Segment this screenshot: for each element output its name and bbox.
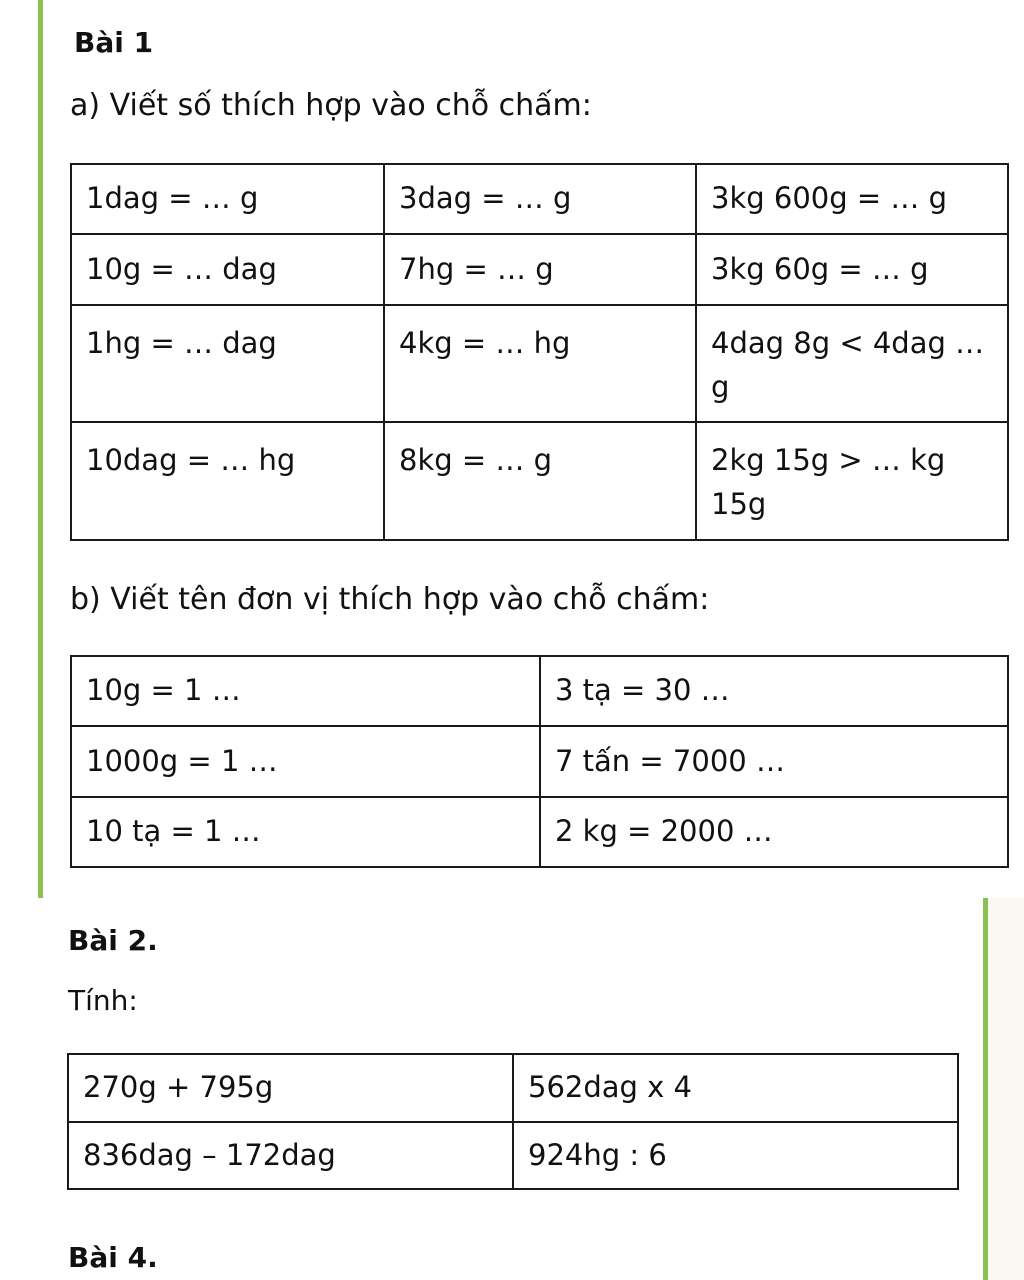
table-cell: 562dag x 4 — [513, 1054, 958, 1122]
page-section-bottom — [0, 898, 1024, 1280]
table-row — [71, 797, 1008, 867]
table-row — [71, 305, 1008, 422]
table-cell: 4dag 8g < 4dag … g — [696, 305, 1008, 422]
table-cell: 10g = … dag — [71, 234, 384, 305]
part-b-instruction: b) Viết tên đơn vị thích hợp vào chỗ chấm: — [70, 582, 710, 617]
table-cell: 3dag = … g — [384, 164, 696, 234]
part-a-table — [70, 163, 1009, 541]
table-cell: 3kg 60g = … g — [696, 234, 1008, 305]
table-row — [71, 656, 1008, 726]
table-cell: 2 kg = 2000 … — [540, 797, 1008, 867]
table-row — [71, 234, 1008, 305]
table-cell: 1dag = … g — [71, 164, 384, 234]
bai2-heading: Bài 2. — [68, 924, 158, 957]
table-cell: 3kg 600g = … g — [696, 164, 1008, 234]
table-row — [71, 164, 1008, 234]
bai1-heading: Bài 1 — [74, 26, 154, 59]
table-cell: 1000g = 1 … — [71, 726, 540, 797]
table-row — [71, 422, 1008, 540]
table-row — [71, 726, 1008, 797]
right-margin — [988, 898, 1024, 1280]
bai4-heading: Bài 4. — [68, 1241, 158, 1274]
table-row — [68, 1054, 958, 1122]
table-cell: 10 tạ = 1 … — [71, 797, 540, 867]
bai2-table — [67, 1053, 959, 1190]
table-cell: 3 tạ = 30 … — [540, 656, 1008, 726]
table-row — [68, 1122, 958, 1189]
table-cell: 4kg = … hg — [384, 305, 696, 422]
table-cell: 7 tấn = 7000 … — [540, 726, 1008, 797]
table-cell: 8kg = … g — [384, 422, 696, 540]
part-a-instruction: a) Viết số thích hợp vào chỗ chấm: — [70, 88, 592, 123]
table-cell: 270g + 795g — [68, 1054, 513, 1122]
left-accent-bar — [38, 0, 43, 898]
right-accent-bar — [983, 898, 988, 1280]
table-cell: 1hg = … dag — [71, 305, 384, 422]
table-cell: 2kg 15g > … kg 15g — [696, 422, 1008, 540]
table-cell: 924hg : 6 — [513, 1122, 958, 1189]
table-cell: 10dag = … hg — [71, 422, 384, 540]
table-cell: 7hg = … g — [384, 234, 696, 305]
table-cell: 10g = 1 … — [71, 656, 540, 726]
bai2-instruction: Tính: — [68, 984, 138, 1017]
table-cell: 836dag – 172dag — [68, 1122, 513, 1189]
part-b-table — [70, 655, 1009, 868]
